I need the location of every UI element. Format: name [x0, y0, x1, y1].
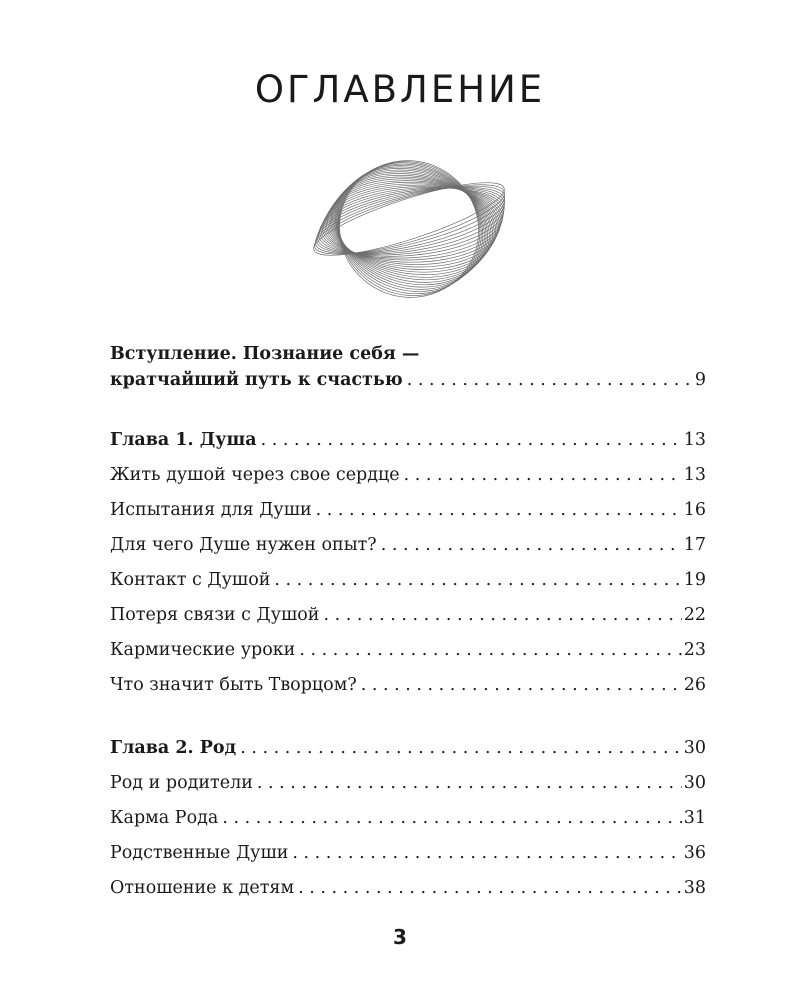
toc-entry-label: Жить душой через свое сердце [110, 465, 400, 485]
toc-entry-label: Кармические уроки [110, 640, 296, 660]
dot-leader [261, 427, 682, 453]
toc-page-number: 19 [683, 570, 706, 590]
toc-page-number: 30 [683, 738, 706, 758]
toc-page-number: 36 [683, 843, 706, 863]
toc-entry-label: Глава 1. Душа [110, 430, 257, 450]
toc-page-number: 23 [683, 640, 706, 660]
toc-entry[interactable] [110, 840, 706, 866]
toc-entry-intro[interactable] [110, 341, 706, 393]
dot-leader [240, 735, 682, 761]
toc-entry[interactable] [110, 735, 706, 761]
dot-leader [323, 602, 681, 628]
page-number: 3 [393, 925, 407, 949]
dot-leader [404, 462, 682, 488]
toc-entry[interactable] [110, 637, 706, 663]
toc-entry[interactable] [110, 602, 706, 628]
toc-entry-intro-line2: кратчайший путь к счастью [110, 370, 403, 390]
toc-entry-label: Потеря связи с Душой [110, 605, 320, 625]
toc-entry-label: Для чего Душе нужен опыт? [110, 535, 377, 555]
toc-entry[interactable] [110, 805, 706, 831]
page-title: ОГЛАВЛЕНИЕ [254, 68, 546, 111]
toc-entry-label: Испытания для Души [110, 500, 312, 520]
toc-page-number: 31 [683, 808, 706, 828]
toc-entry-label: Родственные Души [110, 843, 289, 863]
dot-leader [298, 875, 682, 901]
toc-entry[interactable] [110, 567, 706, 593]
toc-page-number: 13 [683, 430, 706, 450]
toc-entry[interactable] [110, 672, 706, 698]
toc-entry-label: Глава 2. Род [110, 738, 237, 758]
toc-page-number: 26 [683, 675, 706, 695]
ribbon-ornament-icon [296, 150, 522, 302]
dot-leader [361, 672, 682, 698]
toc-page-number: 9 [694, 370, 706, 390]
toc-entry[interactable] [110, 427, 706, 453]
toc-page-number: 16 [683, 500, 706, 520]
dot-leader [222, 805, 681, 831]
toc-page-number: 17 [683, 535, 706, 555]
toc-page-number: 30 [683, 773, 706, 793]
toc-entry-label: Карма Рода [110, 808, 219, 828]
dot-leader [407, 367, 693, 393]
toc-entry-intro-line1: Вступление. Познание себя — [110, 344, 420, 364]
toc-entry[interactable] [110, 497, 706, 523]
dot-leader [292, 840, 681, 866]
toc-entry-label: Отношение к детям [110, 878, 295, 898]
dot-leader [274, 567, 681, 593]
toc-entry-label: Род и родители [110, 773, 253, 793]
dot-leader [316, 497, 682, 523]
toc-page-number: 38 [683, 878, 706, 898]
dot-leader [381, 532, 682, 558]
toc-entry-label: Что значит быть Творцом? [110, 675, 357, 695]
toc-entry[interactable] [110, 532, 706, 558]
toc-entry[interactable] [110, 770, 706, 796]
toc-entry[interactable] [110, 462, 706, 488]
dot-leader [299, 637, 681, 663]
toc-page-number: 22 [683, 605, 706, 625]
toc-entry[interactable] [110, 875, 706, 901]
toc-entry-label: Контакт с Душой [110, 570, 271, 590]
toc-page-number: 13 [683, 465, 706, 485]
dot-leader [257, 770, 682, 796]
